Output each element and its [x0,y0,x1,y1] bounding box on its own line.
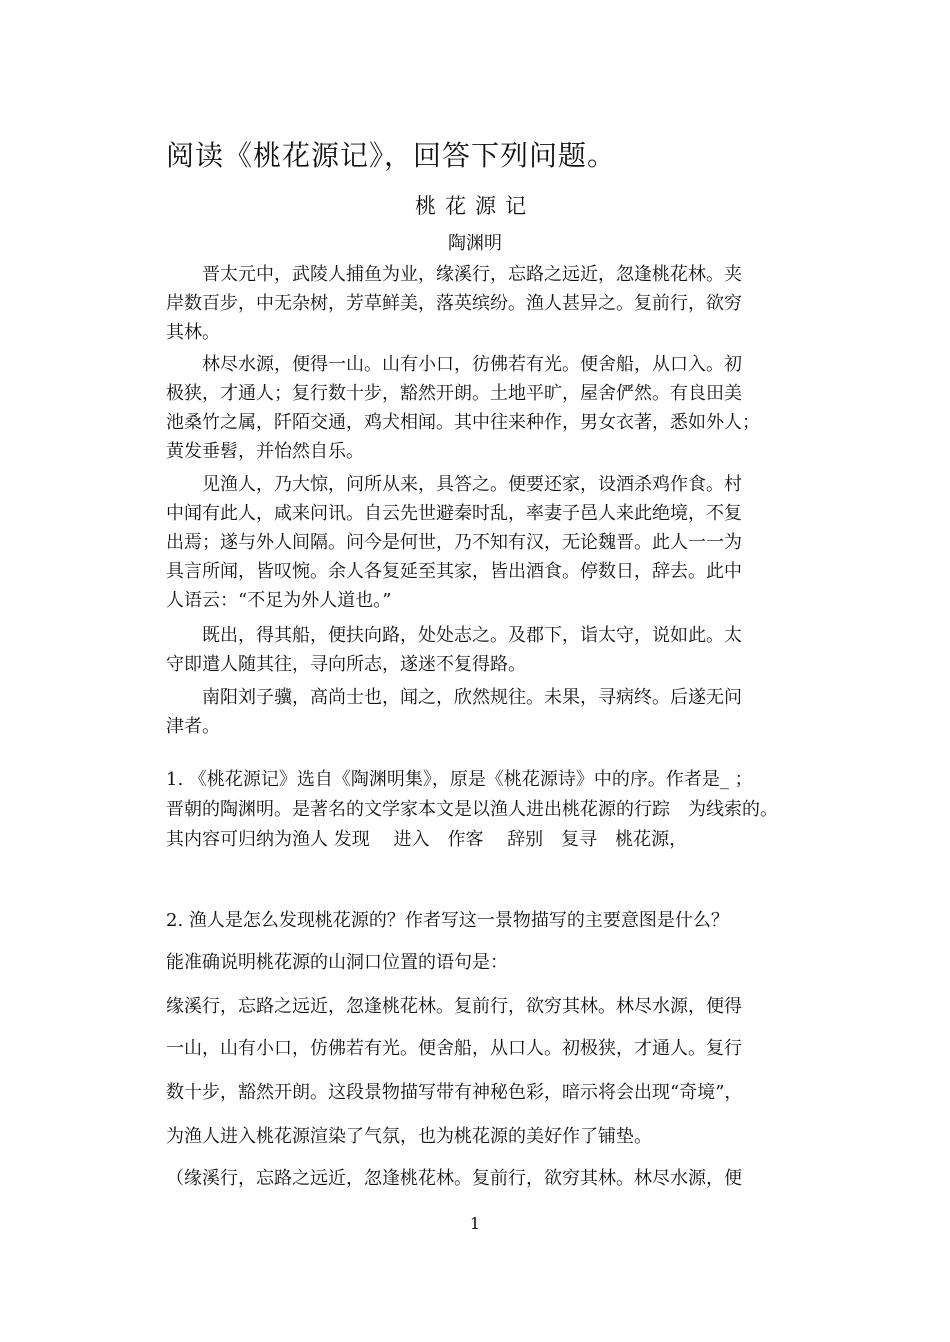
passage-line: 既出，得其船，便扶向路，处处志之。及郡下，诣太守，说如此。太 [166,625,742,646]
passage-line: 人语云：“不足为外人道也。” [166,590,392,611]
passage-line: 黄发垂髫，并怡然自乐。 [166,441,364,462]
passage-line: 其林。 [166,322,220,343]
question-1-line: 晋朝的陶渊明。是著名的文学家本文是以渔人进出桃花源的行踪 为线索的。 [166,799,778,820]
passage-line: 林尽水源，便得一山。山有小口，彷佛若有光。便舍船，从口入。初 [166,354,742,375]
answer-line: 数十步，豁然开朗。这段景物描写带有神秘色彩，暗示将会出现“奇境”， [166,1082,743,1103]
passage-author: 陶渊明 [448,233,502,254]
answer-line: 一山，山有小口，仿佛若有光。便舍船，从口人。初极狭，才通人。复行 [166,1038,742,1059]
page-number: 1 [469,1214,481,1233]
question-2-line: 2. 渔人是怎么发现桃花源的？作者写这一景物描写的主要意图是什么？ [166,910,729,931]
passage-line: 中闻有此人，咸来问讯。自云先世避秦时乱，率妻子邑人来此绝境，不复 [166,503,742,524]
passage-line: 守即遣人随其往，寻向所志，遂迷不复得路。 [166,654,526,675]
answer-line: 缘溪行，忘路之远近，忽逢桃花林。复前行，欲穷其林。林尽水源，便得 [166,996,742,1017]
passage-title: 桃花源记 [415,194,535,218]
passage-line: 具言所闻，皆叹惋。余人各复延至其家，皆出酒食。停数日，辞去。此中 [166,561,742,582]
passage-line: 晋太元中，武陵人捕鱼为业，缘溪行，忘路之远近，忽逢桃花林。夹 [166,264,742,285]
passage-line: 岸数百步，中无杂树，芳草鲜美，落英缤纷。渔人甚异之。复前行，欲穷 [166,293,742,314]
question-heading: 阅读《桃花源记》，回答下列问题。 [166,139,617,172]
passage-line: 极狭，才通人；复行数十步，豁然开朗。土地平旷，屋舍俨然。有良田美 [166,383,742,404]
question-2-line: 能准确说明桃花源的山洞口位置的语句是： [166,952,508,973]
question-1-line: 1. 《桃花源记》选自《陶渊明集》，原是《桃花源诗》中的序。作者是_ ； [166,769,753,790]
passage-line: 出焉；遂与外人间隔。问今是何世，乃不知有汉，无论魏晋。此人一一为 [166,532,742,553]
answer-line: 为渔人进入桃花源渲染了气氛，也为桃花源的美好作了铺垫。 [166,1126,652,1147]
passage-line: 池桑竹之属，阡陌交通，鸡犬相闻。其中往来种作，男女衣著，悉如外人； [166,412,760,433]
passage-line: 津者。 [166,716,220,737]
question-1-line: 其内容可归纳为渔人 发现 进入 作客 辞别 复寻 桃花源， [166,829,688,850]
passage-line: 南阳刘子骥，高尚士也，闻之，欣然规往。未果，寻病终。后遂无问 [166,687,742,708]
answer-line: （缘溪行，忘路之远近，忽逢桃花林。复前行，欲穷其林。林尽水源，便 [166,1168,742,1189]
passage-line: 见渔人，乃大惊，问所从来，具答之。便要还家，设酒杀鸡作食。村 [166,474,742,495]
